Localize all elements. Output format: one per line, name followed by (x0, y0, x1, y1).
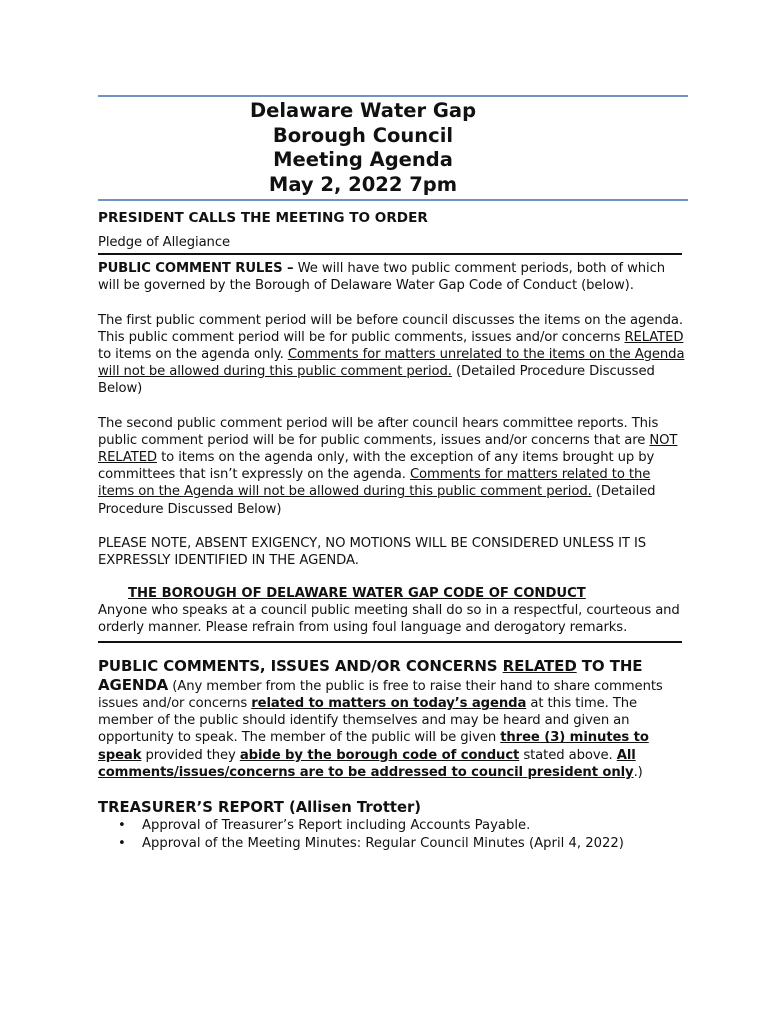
title-line-2: Borough Council (272, 123, 454, 147)
second-period-text-b: to items on the agenda only, with the exception of any items brought up by committees that isn’t expressly on the agenda. (98, 450, 655, 483)
list-item (118, 835, 688, 853)
section-divider-1 (98, 253, 682, 255)
second-period-text-c: (Detailed Procedure Discussed Below) (98, 484, 656, 517)
second-period-restriction: Comments for matters related to the items on the Agenda will not be allowed during this public comment period. (98, 467, 651, 500)
second-period-paragraph (98, 415, 688, 518)
agenda-page (98, 95, 688, 853)
title-line-4: May 2, 2022 7pm (268, 172, 458, 196)
public-comment-rules (98, 260, 688, 294)
first-period-text-a: The first public comment period will be before council discusses the items on the agenda. This public comment period will be for public comments, issues and/or concerns (98, 312, 683, 345)
public-comments-body-b: at this time. The member of the public should identify themselves and may be heard and given an opportunity to speak. The member of the public will be given (98, 696, 638, 746)
public-comments-abide: abide by the borough code of conduct (239, 747, 520, 763)
treasurer-item-2: Approval of the Meeting Minutes: Regular Council Minutes (April 4, 2022) (142, 836, 624, 852)
first-period-paragraph (98, 312, 688, 398)
list-item (118, 817, 688, 835)
treasurer-items (98, 817, 688, 853)
title-divider (98, 199, 688, 201)
section-divider-2 (98, 641, 682, 643)
public-comments-related-section (98, 657, 688, 781)
motions-note: PLEASE NOTE, ABSENT EXIGENCY, NO MOTIONS WILL BE CONSIDERED UNLESS IT IS EXPRESSLY IDENTIFIED IN THE AGENDA. (98, 535, 647, 569)
public-comments-today-agenda: related to matters on today’s agenda (251, 696, 527, 712)
public-comments-body-a: (Any member from the public is free to raise their hand to share comments issues and/or concerns (98, 678, 663, 712)
second-period-not-related: NOT RELATED (98, 432, 678, 466)
first-period-text-c: (Detailed Procedure Discussed Below) (98, 364, 655, 397)
rules-intro: We will have two public comment periods, both of which will be governed by the Borough of Delaware Water Gap Code of Conduct (below). (98, 261, 665, 294)
treasurer-item-1: Approval of Treasurer’s Report including Accounts Payable. (142, 818, 531, 834)
document-title (98, 97, 628, 199)
public-comments-three-minutes: three (3) minutes to speak (98, 730, 649, 763)
public-comments-body-d: stated above. (519, 747, 617, 763)
title-line-3: Meeting Agenda (273, 148, 453, 171)
code-of-conduct-heading: THE BOROUGH OF DELAWARE WATER GAP CODE OF CONDUCT (128, 586, 586, 602)
public-comments-body-c: provided they (141, 747, 240, 763)
treasurer-report-heading: TREASURER’S REPORT (Allisen Trotter) (98, 799, 422, 817)
public-comments-heading-a: PUBLIC COMMENTS, ISSUES AND/OR CONCERNS (98, 656, 503, 675)
first-period-text-b: to items on the agenda only. (98, 347, 288, 363)
second-period-text-a: The second public comment period will be after council hears committee reports. This public comment period will be for public comments, issues and/or concerns that are (98, 415, 659, 448)
public-comments-heading-b: TO THE AGENDA (98, 656, 643, 694)
title-line-1: Delaware Water Gap (249, 99, 477, 122)
public-comments-heading-related: RELATED (502, 656, 577, 675)
rules-heading: PUBLIC COMMENT RULES – (98, 261, 294, 277)
code-of-conduct-body: Anyone who speaks at a council public meeting shall do so in a respectful, courteous and orderly manner. Please refrain from using foul language and derogatory remarks. (98, 603, 680, 636)
first-period-restriction: Comments for matters unrelated to the items on the Agenda will not be allowed during this public comment period. (98, 347, 685, 380)
call-to-order-heading: PRESIDENT CALLS THE MEETING TO ORDER (98, 210, 428, 226)
pledge-text: Pledge of Allegiance (98, 235, 230, 250)
public-comments-body-e: .) (633, 764, 643, 780)
bullet-icon: • (118, 818, 126, 834)
first-period-related: RELATED (624, 329, 684, 345)
public-comments-all-addressed: All comments/issues/concerns are to be addressed to council president only (98, 747, 636, 780)
bullet-icon: • (118, 836, 126, 852)
